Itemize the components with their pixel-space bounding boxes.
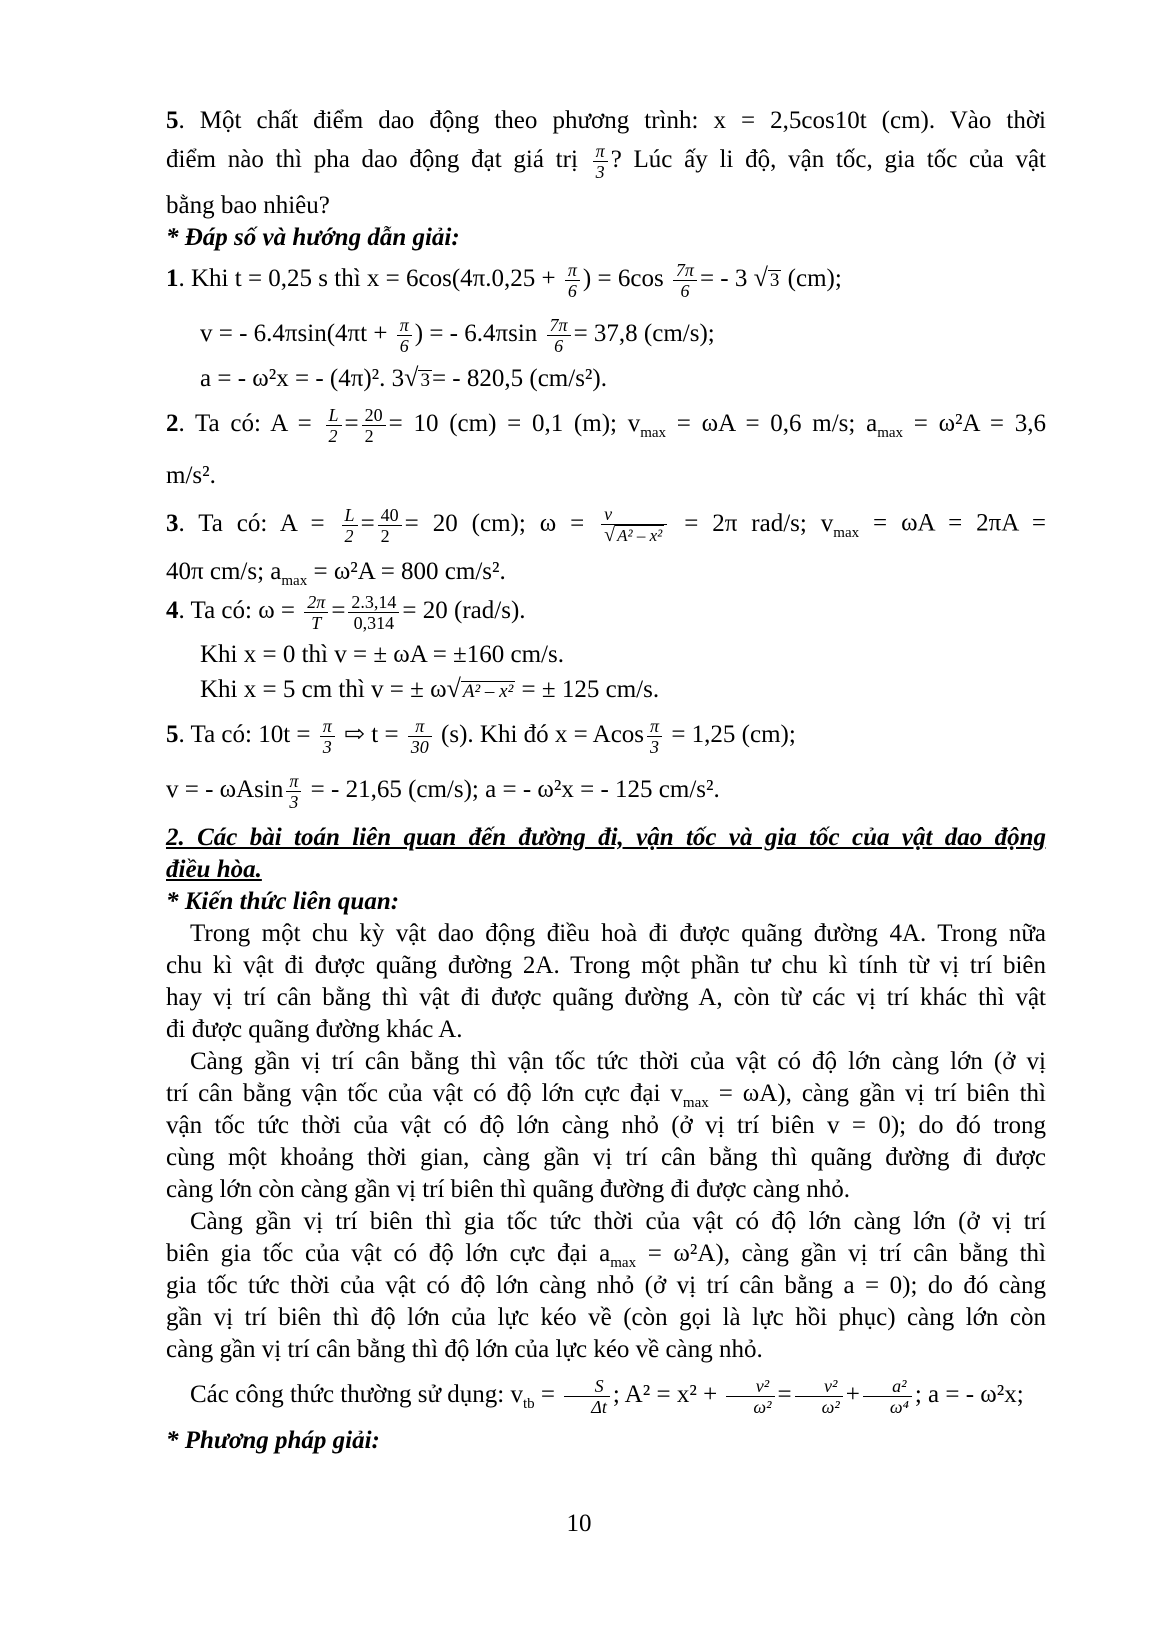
fraction-pi-30: $\frac{\pi}{30}$ (408, 716, 432, 757)
fraction-a2-w4: $\frac{\text{a²}}{\text{ω⁴}}$ (863, 1376, 912, 1417)
fraction-S-dt: $\frac{S}{\Delta t}$ (564, 1376, 610, 1417)
fraction-pi-3: $\frac{\pi}{3}$ (647, 716, 662, 757)
answer-1-line-1: 1. Khi t = 0,25 s thì x = 6cos(4π.0,25 + $\frac{\pi}{6}$ ) = 6cos $\frac{7\pi}{6}$ = - 3 √ 3 (cm); (166, 260, 842, 301)
fraction-L-2: $\frac{L}{2}$ (326, 405, 342, 446)
answer-4-line-1: 4. Ta có: ω = $\frac{2\pi}{T}$ = $\frac{2.3,14}{0,314}$ = 20 (rad/s). (166, 592, 526, 633)
fraction-2pi-T: $\frac{2\pi}{T}$ (304, 592, 328, 633)
paragraph-1: Trong một chu kỳ vật dao động điều hoà đi được quãng đường 4A. Trong nữa chu kì vật đi được quãng đường 2A. Trong một phần tư chu kì tính từ vị trí biên hay vị trí cân bằng thì vật đi được quãng đường A, còn từ các vị trí khác thì vật đi được quãng đường khác A. (166, 920, 1046, 1043)
document-page (166, 105, 1046, 1457)
answer-2-line-1: 2. Ta có: A = $\frac{L}{2}$ = $\frac{20}{2}$ = 10 (cm) = 0,1 (m); $v_{max} = \omega A = 0,6$ m/s; $a_{max} = \omega^2A = 3,6$ (166, 405, 1047, 446)
section-2-title-line-2: điều hòa. (166, 856, 262, 883)
fraction-pi-3: $\frac{\pi}{3}$ (320, 716, 335, 757)
answer-4-line-2: Khi x = 0 thì v = ± ωA = ±160 cm/s. (200, 641, 564, 668)
method-heading: * Phương pháp giải: (166, 1427, 380, 1454)
fraction-40-2: $\frac{40}{2}$ (378, 505, 402, 546)
paragraph-2: Càng gần vị trí cân bằng thì vận tốc tức thời của vật có độ lớn càng lớn (ở vị trí cân bằng vận tốc của vật có độ lớn cực đại $v_{max} = \omega A$), càng gần vị trí biên thì vận tốc tức thời của vật có độ lớn càng nhỏ (ở vị trí biên v = 0); do đó trong cùng một khoảng thời gian, càng gần vị trí cân bằng thì quãng đường đi được càng lớn còn càng gần vị trí biên thì quãng đường đi được càng nhỏ. (166, 1048, 1046, 1203)
answer-5-line-2: v = - ωAsin $\frac{\pi}{3}$ = - 21,65 (cm/s); a = - ω²x = - 125 cm/s². (166, 771, 720, 812)
fraction-7pi-6: $\frac{7\pi}{6}$ (673, 260, 697, 301)
answer-4-line-3: Khi x = 5 cm thì v = ± ω√ A² – x² = ± 125 cm/s. (200, 674, 660, 703)
answer-3-line-1: 3. Ta có: A = $\frac{L}{2}$ = $\frac{40}{2}$ = 20 (cm); ω = $\frac{v}{\text{√ A² – x²}}$ = 2π rad/s; $v_{max} = \omega A = 2\pi A$ = (166, 504, 1047, 546)
answers-heading: * Đáp số và hướng dẫn giải: (166, 224, 460, 251)
question-5-line-3: bằng bao nhiêu? (166, 192, 330, 219)
question-5-line-2: điểm nào thì pha dao động đạt giá trị $\frac{\pi}{3}$ ? Lúc ấy li độ, vận tốc, gia tốc của vật (166, 141, 1047, 182)
fraction-L-2: $\frac{L}{2}$ (342, 505, 358, 546)
answer-1-line-2: v = - 6.4πsin(4πt + $\frac{\pi}{6}$ ) = - 6.4πsin $\frac{7\pi}{6}$ = 37,8 (cm/s); (200, 315, 715, 356)
paragraph-3: Càng gần vị trí biên thì gia tốc tức thời của vật có độ lớn càng lớn (ở vị trí biên gia tốc của vật có độ lớn cực đại $a_{max} = \omega^2A$), càng gần vị trí cân bằng thì gia tốc tức thời của vật có độ lớn càng nhỏ (ở vị trí cân bằng a = 0); do đó càng gần vị trí biên thì độ lớn của lực kéo về (còn gọi là lực hồi phục) càng lớn còn càng gần vị trí cân bằng thì độ lớn của lực kéo về càng nhỏ. (166, 1208, 1047, 1363)
fraction-v2-w2: $\frac{\text{v²}}{\text{ω²}}$ (726, 1376, 774, 1417)
knowledge-heading: * Kiến thức liên quan: (166, 888, 400, 915)
answer-2-line-2: m/s². (166, 462, 216, 489)
answer-5-line-1: 5. Ta có: 10t = $\frac{\pi}{3}$ ⇨ t = $\frac{\pi}{30}$ (s). Khi đó x = Acos $\frac{\pi}{3}$ = 1,25 (cm); (166, 716, 796, 757)
fraction-pi-6: $\frac{\pi}{6}$ (397, 315, 412, 356)
section-2-title-line-1: 2. Các bài toán liên quan đến đường đi, vận tốc và gia tốc của vật dao động (166, 824, 1046, 851)
fraction-num4-den4: $\frac{2.3,14}{0,314}$ (348, 592, 399, 633)
fraction-v-sqrt: $\frac{v}{\text{√ A² – x²}}$ (601, 504, 667, 546)
fraction-pi-6: $\frac{\pi}{6}$ (565, 260, 580, 301)
fraction-20-2: $\frac{20}{2}$ (362, 405, 386, 446)
fraction-v2-w2: $\frac{\text{v²}}{\text{ω²}}$ (795, 1376, 843, 1417)
answer-3-line-2: 40π cm/s; $a_{max} = \omega^2A = 800$ cm/s². (166, 558, 506, 589)
fraction-pi-3: $\frac{\pi}{3}$ (286, 771, 301, 812)
page-number: 10 (566, 1510, 592, 1537)
fraction-pi-3: $\frac{\pi}{3}$ (593, 141, 608, 182)
fraction-7pi-6: $\frac{7\pi}{6}$ (547, 315, 571, 356)
formulas-line: Các công thức thường sử dụng: $v_{tb}$ = $\frac{S}{\Delta t}$ ; A² = x² + $\frac{\text{v²}}{\text{ω²}}$ = $\frac{\text{v²}}{\text{ω²}}$ + $\frac{\text{a²}}{\text{ω⁴}}$ ; a = - ω²x; (190, 1376, 1024, 1417)
question-5-line-1: 5. Một chất điểm dao động theo phương trình: x = 2,5cos10t (cm). Vào thời (166, 107, 1046, 134)
answer-1-line-3: a = - ω²x = - (4π)². 3√ 3= - 820,5 (cm/s²). (200, 363, 607, 392)
